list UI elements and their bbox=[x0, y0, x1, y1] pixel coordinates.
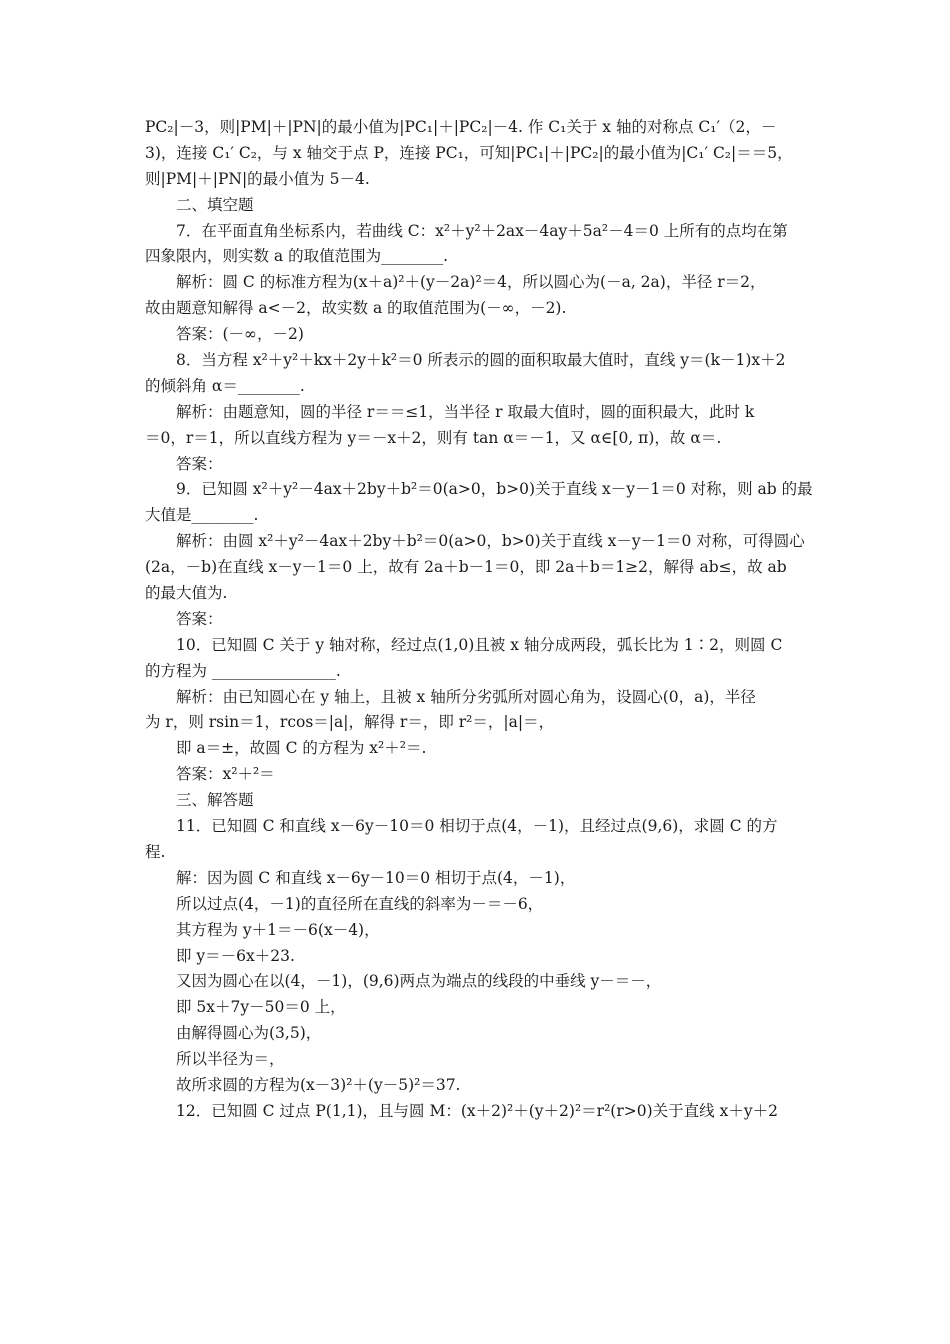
text-line: 的方程为 ________________. bbox=[145, 661, 341, 680]
text-line: 11．已知圆 C 和直线 x－6y－10＝0 相切于点(4，－1)，且经过点(9,6)，求圆 C 的方 bbox=[176, 817, 778, 836]
text-line: 7．在平面直角坐标系内，若曲线 C：x²＋y²＋2ax－4ay＋5a²－4＝0 上所有的点均在第 bbox=[176, 221, 788, 240]
text-line: 解析：由题意知，圆的半径 r＝＝≤1，当半径 r 取最大值时，圆的面积最大，此时 k bbox=[176, 402, 755, 421]
text-line: 程. bbox=[145, 842, 166, 861]
text-line: 8．当方程 x²＋y²＋kx＋2y＋k²＝0 所表示的圆的面积取最大值时，直线 y＝(k－1)x＋2 bbox=[176, 351, 786, 370]
text-line: 即 5x＋7y－50＝0 上， bbox=[176, 998, 346, 1017]
text-line: (2a，－b)在直线 x－y－1＝0 上，故有 2a＋b－1＝0，即 2a＋b＝1≥2，解得 ab≤，故 ab bbox=[145, 558, 787, 577]
text-line: 其方程为 y＋1＝－6(x－4)， bbox=[176, 920, 380, 939]
text-line: 解析：由圆 x²＋y²－4ax＋2by＋b²＝0(a>0，b>0)关于直线 x－y－1＝0 对称，可得圆心 bbox=[176, 532, 805, 551]
text-line: 解：因为圆 C 和直线 x－6y－10＝0 相切于点(4，－1)， bbox=[176, 868, 576, 887]
document-page bbox=[145, 115, 813, 1125]
text-line: 故所求圆的方程为(x－3)²＋(y－5)²＝37. bbox=[176, 1075, 461, 1094]
text-line: 答案：(－∞，－2) bbox=[176, 325, 304, 344]
text-line: 故由题意知解得 a<－2，故实数 a 的取值范围为(－∞，－2). bbox=[145, 299, 567, 318]
text-line: 所以半径为＝， bbox=[176, 1050, 285, 1069]
text-line: 又因为圆心在以(4，－1)，(9,6)两点为端点的线段的中垂线 y－＝－， bbox=[176, 972, 662, 991]
text-line: 解析：由已知圆心在 y 轴上，且被 x 轴所分劣弧所对圆心角为，设圆心(0，a)，半径 bbox=[176, 687, 756, 706]
text-line: 二、填空题 bbox=[176, 195, 254, 214]
text-line: 的最大值为. bbox=[145, 584, 228, 603]
text-line: 答案： bbox=[176, 609, 223, 628]
text-line: 答案： bbox=[176, 454, 223, 473]
text-line: 由解得圆心为(3,5)， bbox=[176, 1024, 322, 1043]
text-line: 9．已知圆 x²＋y²－4ax＋2by＋b²＝0(a>0，b>0)关于直线 x－y－1＝0 对称，则 ab 的最 bbox=[176, 480, 813, 499]
text-line: 答案：x²＋²＝ bbox=[176, 765, 275, 784]
text-line: 四象限内，则实数 a 的取值范围为________. bbox=[145, 247, 449, 266]
text-line: ＝0，r＝1，所以直线方程为 y＝－x＋2，则有 tan α＝－1，又 α∈[0, π)，故 α＝. bbox=[145, 428, 722, 447]
text-line: 则|PM|＋|PN|的最小值为 5－4. bbox=[145, 169, 370, 188]
text-line: 大值是________. bbox=[145, 506, 259, 525]
text-line: 3)，连接 C₁′ C₂，与 x 轴交于点 P，连接 PC₁，可知|PC₁|＋|PC₂|的最小值为|C₁′ C₂|＝＝5， bbox=[145, 143, 793, 162]
text-line: 为 r，则 rsin＝1，rcos＝|a|，解得 r＝，即 r²＝，|a|＝， bbox=[145, 713, 555, 732]
text-line: 12．已知圆 C 过点 P(1,1)，且与圆 M：(x＋2)²＋(y＋2)²＝r²(r>0)关于直线 x＋y＋2 bbox=[176, 1101, 778, 1120]
text-line: 三、解答题 bbox=[176, 791, 254, 810]
text-line: 所以过点(4，－1)的直径所在直线的斜率为－＝－6， bbox=[176, 894, 544, 913]
text-line: PC₂|－3，则|PM|＋|PN|的最小值为|PC₁|＋|PC₂|－4. 作 C₁关于 x 轴的对称点 C₁′（2，－ bbox=[145, 118, 777, 136]
text-line: 的倾斜角 α＝________. bbox=[145, 376, 305, 395]
text-line: 即 a＝±，故圆 C 的方程为 x²＋²＝. bbox=[176, 739, 427, 758]
text-line: 10．已知圆 C 关于 y 轴对称，经过点(1,0)且被 x 轴分成两段，弧长比为 1∶2，则圆 C bbox=[176, 635, 783, 654]
text-line: 解析：圆 C 的标准方程为(x＋a)²＋(y－2a)²＝4，所以圆心为(－a, 2a)，半径 r＝2， bbox=[176, 273, 766, 292]
text-line: 即 y＝－6x＋23. bbox=[176, 946, 295, 965]
